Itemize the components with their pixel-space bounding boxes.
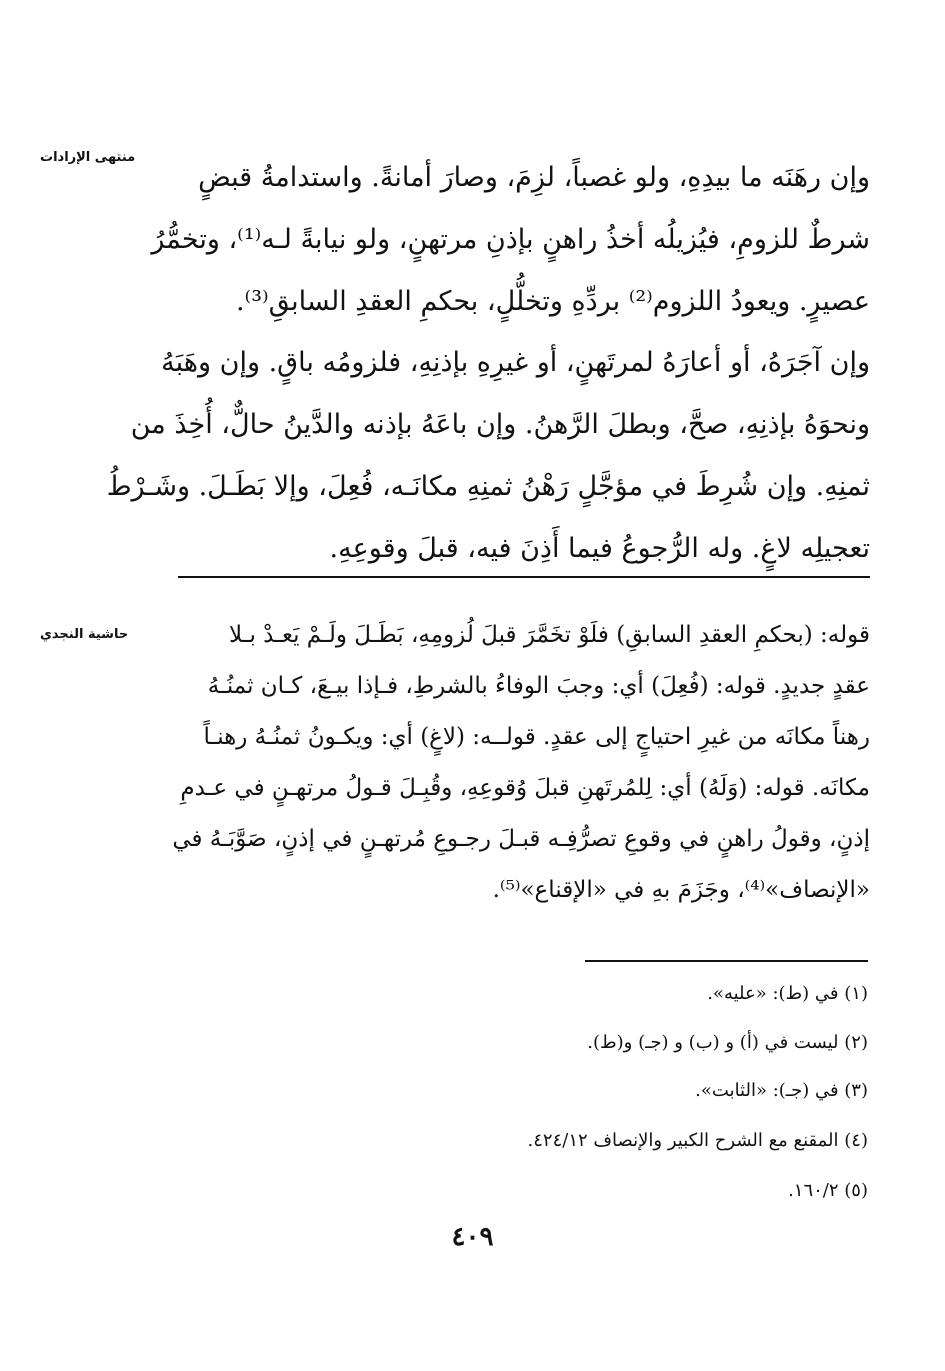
main-line: تعجيلِه لاغٍ. وله الرُّجوعُ فيما أَذِنَ فيه، قبلَ وقوعِهِ. bbox=[329, 533, 870, 564]
main-line: عصيرٍ. ويعودُ اللزوم⁽²⁾ بردِّهِ وتخلُّلٍ، بحكمِ العقدِ السابقِ⁽³⁾. bbox=[235, 286, 870, 317]
footnote-1: (١) في (ط): «عليه». bbox=[707, 983, 868, 1004]
footnote-3: (٣) في (جـ): «الثابت». bbox=[695, 1080, 868, 1101]
side-label-commentary: حاشية النجدي bbox=[40, 627, 129, 642]
main-paragraph-1 bbox=[151, 147, 870, 333]
footnote-5: (٥) ١٦٠/٢. bbox=[788, 1180, 868, 1201]
footnote-4: (٤) المقنع مع الشرح الكبير والإنصاف ٤٢٤/١٢. bbox=[527, 1130, 868, 1151]
main-line: وإن رهَنَه ما بيدِهِ، ولو غصباً، لزِمَ، وصارَ أمانةً. واستدامةُ قبضٍ bbox=[198, 162, 870, 193]
commentary-line: عقدٍ جديدٍ. قوله: (فُعِلَ) أي: وجبَ الوفاءُ بالشرطِ، فـإذا بيـعَ، كـان ثمنُـهُ bbox=[207, 673, 870, 699]
footnote-2: (٢) ليست في (أ) و (ب) و (جـ) و(ط). bbox=[587, 1032, 868, 1053]
side-label-main: منتهى الإرادات bbox=[40, 150, 136, 165]
footnote-divider bbox=[585, 960, 868, 962]
commentary-block bbox=[172, 610, 870, 916]
commentary-line: «الإنصاف»⁽⁴⁾، وجَزَمَ بهِ في «الإقناع»⁽⁵⁾. bbox=[492, 877, 870, 903]
page-number: ٤٠٩ bbox=[451, 1222, 494, 1252]
main-paragraph-2 bbox=[106, 332, 870, 580]
main-line: وإن آجَرَهُ، أو أعارَهُ لمرتَهنٍ، أو غيرِهِ بإذنِهِ، فلزومُه باقٍ. وإن وهَبَهُ bbox=[161, 347, 870, 378]
main-line: ونحوَهُ بإذنِهِ، صحَّ، وبطلَ الرَّهنُ. وإن باعَهُ بإذنه والدَّينُ حالٌّ، أُخِذَ من bbox=[130, 409, 870, 440]
main-line: شرطٌ للزومِ، فيُزيلُه أخذُ راهنٍ بإذنِ مرتهنٍ، ولو نيابةً لـه⁽¹⁾، وتخمُّرُ bbox=[151, 224, 870, 255]
main-line: ثمنِهِ. وإن شُرِطَ في مؤجَّلٍ رَهْنُ ثمنِهِ مكانَـه، فُعِلَ، وإلا بَطَـلَ. وشَـرْطُ bbox=[106, 471, 870, 502]
section-divider bbox=[178, 576, 870, 578]
commentary-line: إذنٍ، وقولُ راهنٍ في وقوعِ تصرُّفِـه قبـلَ رجـوعِ مُرتهـنٍ في إذنٍ، صَوَّبَـهُ في bbox=[172, 826, 870, 852]
commentary-line: مكانَه. قوله: (وَلَهُ) أي: لِلمُرتَهنِ قبلَ وُقوعِهِ، وقُبِـلَ قـولُ مرتهـنٍ في عـدمِ bbox=[180, 775, 870, 801]
commentary-line: قوله: (بحكمِ العقدِ السابقِ) فلَوْ تخَمَّرَ قبلَ لُزومِهِ، بَطَـلَ ولَـمْ يَعـدْ بـلا bbox=[228, 622, 870, 648]
commentary-line: رهناً مكانَه من غيرِ احتياجٍ إلى عقدٍ. قولــه: (لاغٍ) أي: ويكـونُ ثمنُـهُ رهنـاً bbox=[203, 724, 870, 750]
